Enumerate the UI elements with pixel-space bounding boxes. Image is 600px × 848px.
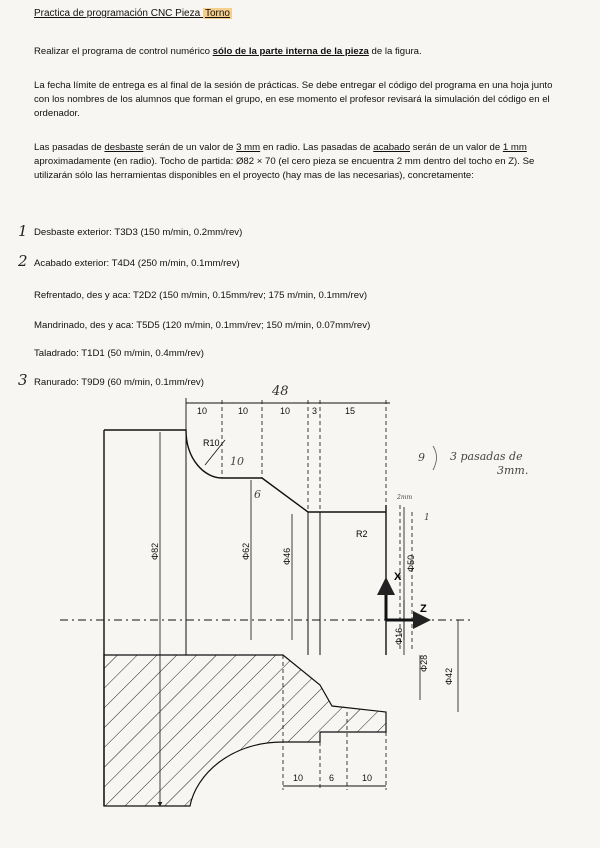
radius-label: R10 — [203, 438, 220, 448]
dim-top: 3 — [312, 406, 318, 416]
passes-text: aproximadamente (en radio). Tocho de partida: Ø82 × 70 (el cero pieza se encuentra 2 mm dentro del tocho en Z). Se utilizarán sólo las herramientas disponibles en el proyecto (hay mas de las necesarias), concretamente: — [34, 156, 535, 182]
tool-item: Refrentado, des y aca: T2D2 (150 m/min, 0.15mm/rev; 175 m/min, 0.1mm/rev) — [34, 290, 368, 301]
tool-item: Ranurado: T9D9 (60 m/min, 0.1mm/rev) — [34, 377, 204, 388]
passes-text: Las pasadas de — [34, 142, 105, 153]
dim-bottom: 10 — [293, 773, 304, 783]
handwritten-dim: 9 — [418, 451, 425, 464]
passes-underlined: 1 mm — [502, 142, 527, 153]
passes-underlined: acabado — [373, 142, 411, 153]
dim-top: 10 — [280, 406, 291, 416]
handwritten-mark: 1 — [18, 222, 28, 240]
handwritten-total: 48 — [272, 384, 289, 399]
diameter-label: Φ82 — [150, 542, 160, 560]
diameter-label: Φ46 — [282, 547, 292, 565]
tool-item: Desbaste exterior: T3D3 (150 m/min, 0.2mm/rev) — [34, 227, 243, 238]
handwritten-dim: 6 — [254, 488, 261, 501]
tool-item: Taladrado: T1D1 (50 m/min, 0.4mm/rev) — [34, 348, 204, 359]
diameter-label: Φ16 — [394, 627, 404, 645]
dim-bottom: 6 — [329, 773, 335, 783]
handwritten-dim: 10 — [230, 455, 244, 468]
passes-text: serán de un valor de — [410, 142, 503, 153]
dim-top: 10 — [238, 406, 249, 416]
diameter-label: Φ62 — [241, 542, 251, 560]
axis-z-label: Z — [420, 603, 427, 615]
handwritten-note: 3 pasadas de — [450, 450, 523, 463]
handwritten-mark: 2 — [18, 252, 28, 270]
dim-top: 10 — [197, 406, 208, 416]
hatched-section — [104, 655, 386, 806]
tool-item: Mandrinado, des y aca: T5D5 (120 m/min, 0.1mm/rev; 150 m/min, 0.07mm/rev) — [34, 320, 371, 331]
axis-x-label: X — [394, 571, 402, 583]
diameter-label: Φ42 — [444, 667, 454, 685]
dim-bottom: 10 — [362, 773, 373, 783]
intro-text: Realizar el programa de control numérico — [34, 46, 213, 57]
passes-underlined: 3 mm — [236, 142, 261, 153]
handwritten-dim: 2mm — [397, 494, 413, 501]
intro-text-end: de la figura. — [368, 46, 422, 57]
passes-text: serán de un valor de — [143, 142, 237, 153]
diameter-label: Φ50 — [406, 554, 416, 572]
intro-underlined: sólo de la parte interna de la pieza — [212, 46, 369, 57]
passes-text: en radio. Las pasadas de — [260, 142, 374, 153]
handwritten-mark: 3 — [18, 371, 28, 389]
handwritten-note: 3mm. — [497, 464, 529, 477]
diameter-label: Φ28 — [419, 654, 429, 672]
dim-top: 15 — [345, 406, 356, 416]
title-prefix: Practica de programación CNC Pieza — [34, 8, 203, 19]
passes-underlined: desbaste — [104, 142, 144, 153]
upper-profile — [104, 430, 386, 655]
deadline-paragraph: La fecha límite de entrega es al final de la sesión de prácticas. Se debe entregar el código del programa en una hoja junto con los nombres de los alumnos que forman el grupo, en ese momento el profesor revisará la simulación del código en el ordenador. — [34, 80, 553, 120]
tool-item: Acabado exterior: T4D4 (250 m/min, 0.1mm/rev) — [34, 258, 240, 269]
handwritten-dim: 1 — [424, 513, 430, 523]
title-highlight: Torno — [204, 8, 230, 19]
radius-label: R2 — [356, 529, 368, 539]
